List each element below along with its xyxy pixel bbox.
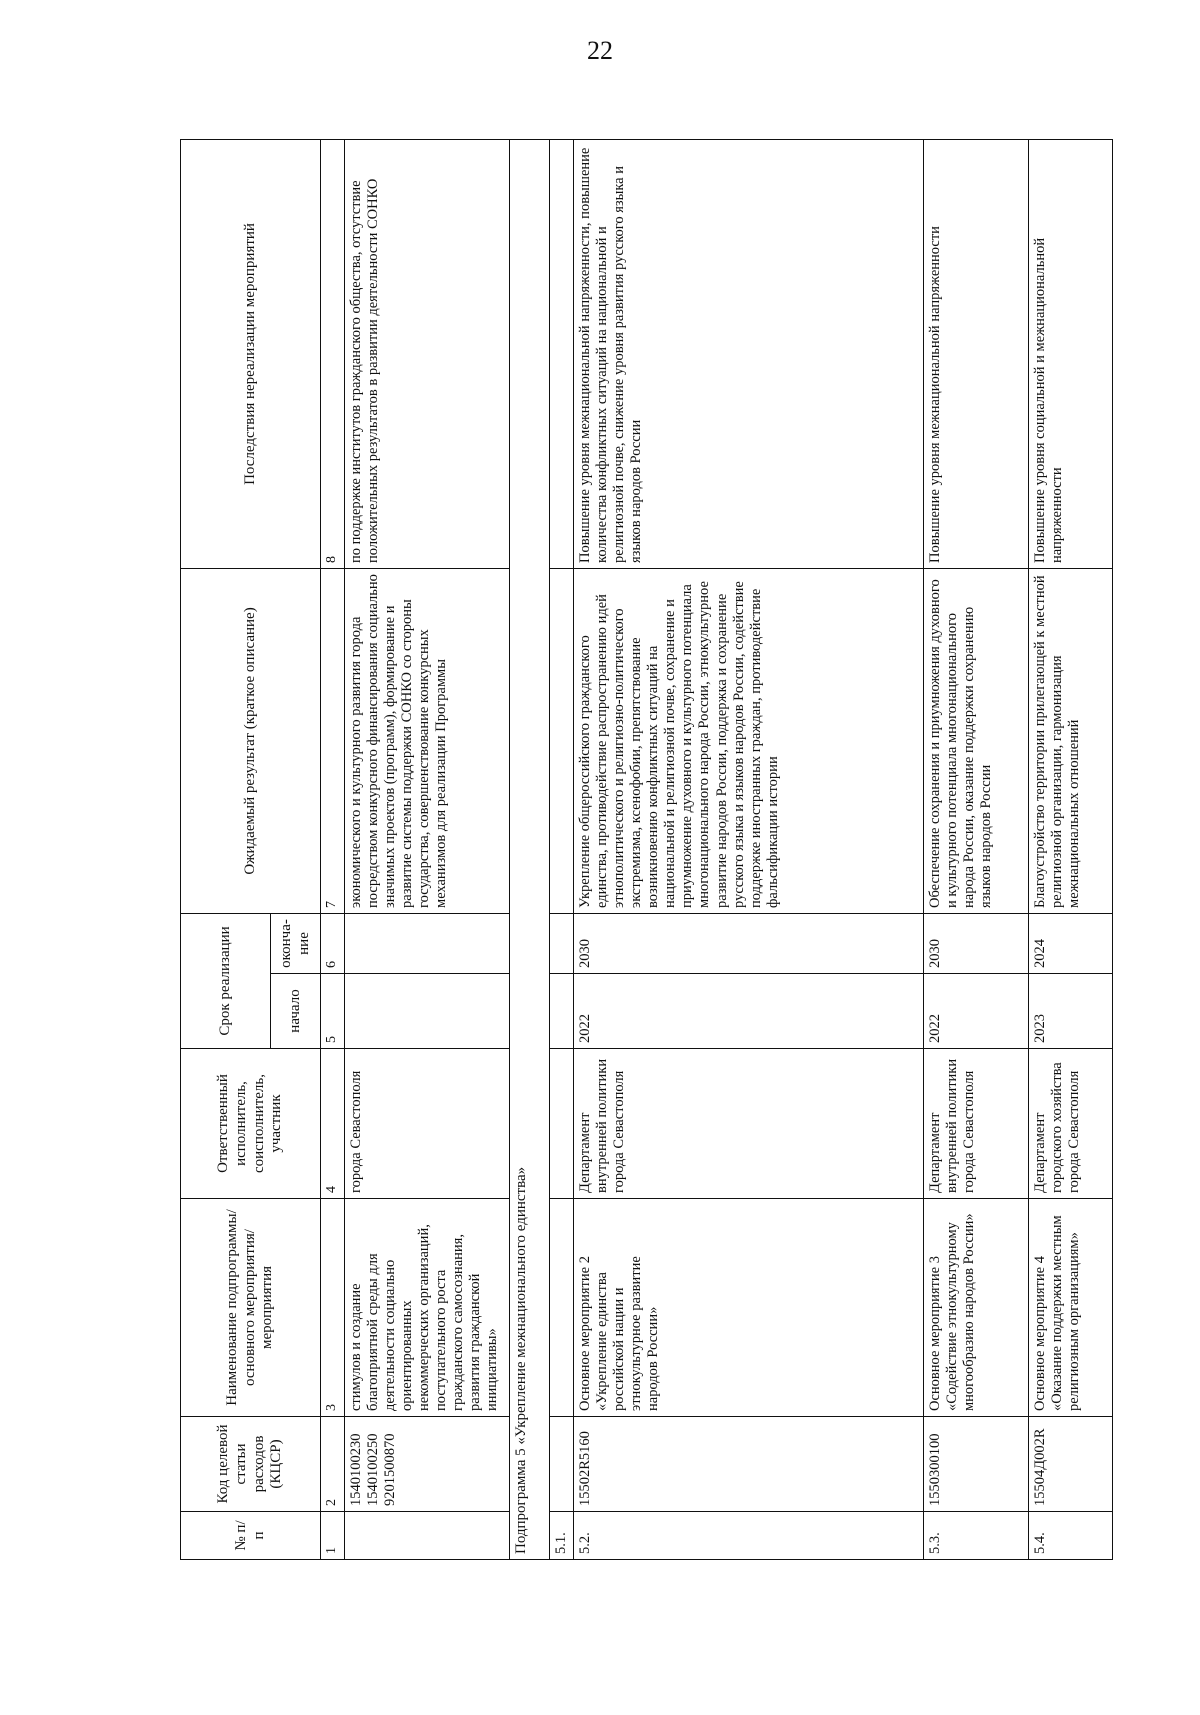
cell-result: Обеспечение сохранения и приумножения духовного и культурного потенциала многонационального народа России, оказание поддержки сохранению языков народов России: [923, 568, 1028, 913]
cell-num: 5.1.: [549, 1512, 573, 1560]
col-number: 1: [321, 1512, 345, 1560]
col-number: 3: [321, 1199, 345, 1417]
table-row: [923, 139, 1028, 1559]
cell-name: Основное мероприятие 4 «Оказание поддержки местным религиозным организациям»: [1028, 1199, 1112, 1417]
cell-consequence: Повышение уровня межнациональной напряженности, повышение количества конфликтных ситуаций на национальной и религиозной почве, снижение уровня развития русского языка и языков народов России: [573, 139, 923, 568]
header-code: Код целевой статьи расходов (КЦСР): [181, 1417, 321, 1512]
column-numbers-row: [321, 139, 345, 1559]
cell-name: [549, 1199, 573, 1417]
cell-result: Благоустройство территории прилегающей к местной религиозной организации, гармонизация межнациональных отношений: [1028, 568, 1112, 913]
header-consequence: Последствия нереализации мероприятий: [181, 139, 321, 568]
cell-responsible: Департамент внутренней политики города Севастополя: [573, 1049, 923, 1199]
cell-result: Укрепление общероссийского гражданского единства, противодействие распространению идей этнополитического и религиозно-политического экстремизма, ксенофобии, препятствование возникновению конфликтных ситуаций на национальной и религиозной почве, сохранение и приумножение духовного и культурного потенциала многонационального народа России, этнокультурное развитие народов России, поддержка и сохранение русского языка и языков народов России, содействие поддержке иностранных граждан, противодействие фальсификации истории: [573, 568, 923, 913]
table-row: [344, 139, 509, 1559]
cell-responsible: Департамент внутренней политики города Севастополя: [923, 1049, 1028, 1199]
cell-start: 2022: [573, 974, 923, 1049]
col-number: 8: [321, 139, 345, 568]
cell-result: экономического и культурного развития города посредством конкурсного финансирования социально значимых проектов (программ), формирование и развитие системы поддержки СОНКО со стороны государства, совершенствование конкурсных механизмов для реализации Программы: [344, 568, 509, 913]
rotated-table-container: [180, 140, 1100, 1560]
measures-table: [180, 139, 1113, 1560]
cell-responsible: города Севастополя: [344, 1049, 509, 1199]
cell-start: 2023: [1028, 974, 1112, 1049]
cell-start: [344, 974, 509, 1049]
subprogram-row: [509, 139, 549, 1559]
table-row: [549, 139, 573, 1559]
cell-end: 2030: [573, 913, 923, 973]
header-row: [181, 139, 271, 1559]
cell-end: 2024: [1028, 913, 1112, 973]
cell-start: 2022: [923, 974, 1028, 1049]
cell-name: Основное мероприятие 2 «Укрепление единства российской нации и этнокультурное развитие народов России»: [573, 1199, 923, 1417]
cell-responsible: [549, 1049, 573, 1199]
col-number: 6: [321, 913, 345, 973]
table-row: [1028, 139, 1112, 1559]
cell-num: 5.3.: [923, 1512, 1028, 1560]
subprogram-title: Подпрограмма 5 «Укрепление межнационального единства»: [509, 139, 549, 1559]
cell-code: 1540100230 1540100250 9201500870: [344, 1417, 509, 1512]
cell-name: стимулов и создание благоприятной среды для деятельности социально ориентированных некоммерческих организаций, поступательного роста гражданского самосознания, развития гражданской инициативы»: [344, 1199, 509, 1417]
cell-start: [549, 974, 573, 1049]
cell-name: Основное мероприятие 3 «Содействие этнокультурному многообразию народов России»: [923, 1199, 1028, 1417]
col-number: 2: [321, 1417, 345, 1512]
cell-end: [344, 913, 509, 973]
header-start: начало: [271, 974, 321, 1049]
cell-end: [549, 913, 573, 973]
header-end: оконча-ние: [271, 913, 321, 973]
cell-code: 15504Д002R: [1028, 1417, 1112, 1512]
cell-num: [344, 1512, 509, 1560]
cell-code: 15502R5160: [573, 1417, 923, 1512]
cell-result: [549, 568, 573, 913]
col-number: 5: [321, 974, 345, 1049]
header-result: Ожидаемый результат (краткое описание): [181, 568, 321, 913]
cell-end: 2030: [923, 913, 1028, 973]
table-row: [573, 139, 923, 1559]
cell-consequence: Повышение уровня межнациональной напряженности: [923, 139, 1028, 568]
header-responsible: Ответственный исполнитель, соисполнитель, участник: [181, 1049, 321, 1199]
header-name: Наименование подпрограммы/ основного мероприятия/ мероприятия: [181, 1199, 321, 1417]
col-number: 7: [321, 568, 345, 913]
cell-code: [549, 1417, 573, 1512]
cell-num: 5.4.: [1028, 1512, 1112, 1560]
cell-consequence: [549, 139, 573, 568]
header-period: Срок реализации: [181, 913, 271, 1048]
header-num: № п/п: [181, 1512, 321, 1560]
cell-consequence: Повышение уровня социальной и межнациональной напряженности: [1028, 139, 1112, 568]
cell-num: 5.2.: [573, 1512, 923, 1560]
page-number: 22: [587, 36, 613, 65]
cell-code: 1550300100: [923, 1417, 1028, 1512]
col-number: 4: [321, 1049, 345, 1199]
cell-consequence: по поддержке институтов гражданского общества, отсутствие положительных результатов в развитии деятельности СОНКО: [344, 139, 509, 568]
cell-responsible: Департамент городского хозяйства города Севастополя: [1028, 1049, 1112, 1199]
